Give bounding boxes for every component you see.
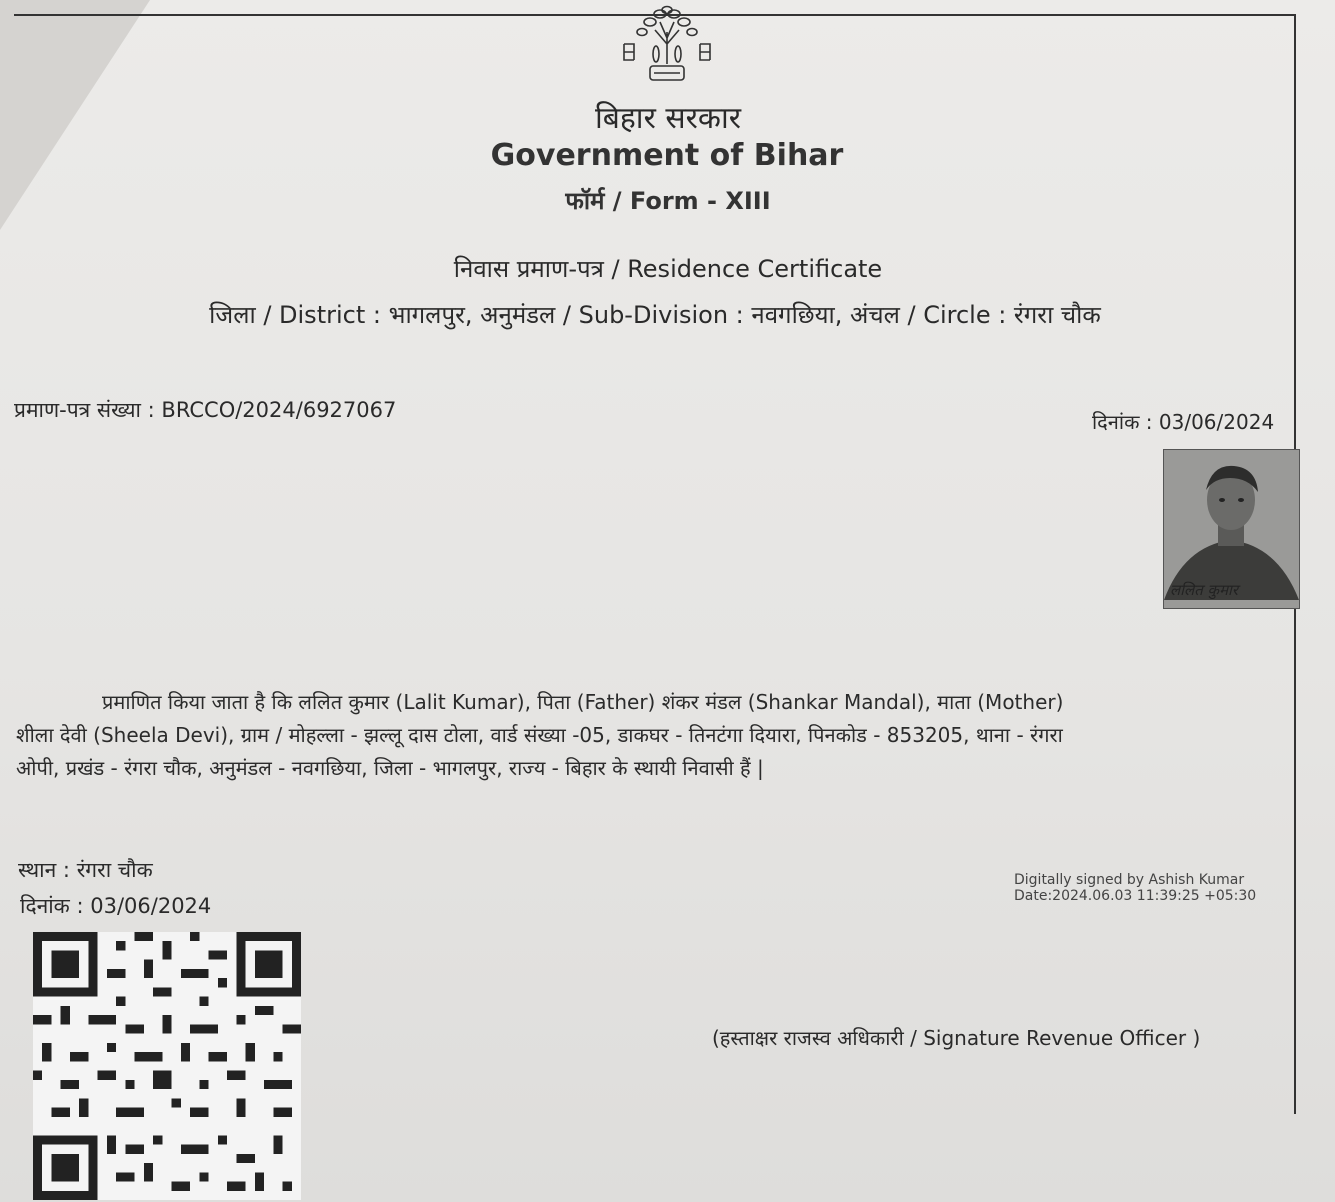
footer-date: दिनांक : 03/06/2024 — [20, 894, 212, 918]
government-title: Government of Bihar — [490, 138, 844, 173]
bihar-emblem-icon — [610, 4, 725, 86]
signature-label: (हस्ताक्षर राजस्व अधिकारी / Signature Revenue Officer ) — [712, 1026, 1201, 1050]
digital-signature-date: Date:2024.06.03 11:39:25 +05:30 — [1014, 888, 1257, 904]
form-number: फॉर्म / Form - XIII — [565, 187, 771, 215]
photo-signature: ललित कुमार — [1170, 581, 1239, 599]
certificate-title: निवास प्रमाण-पत्र / Residence Certificate — [453, 255, 883, 283]
government-hindi-title: बिहार सरकार — [594, 101, 742, 136]
place-label: स्थान : रंगरा चौक — [18, 858, 153, 882]
body-line-3: ओपी, प्रखंड - रंगरा चौक, अनुमंडल - नवगछिया, जिला - भागलपुर, राज्य - बिहार के स्थायी निवासी हैं | — [16, 756, 764, 780]
applicant-photo — [1163, 449, 1300, 609]
certificate-number: प्रमाण-पत्र संख्या : BRCCO/2024/6927067 — [14, 398, 397, 422]
location-line: जिला / District : भागलपुर, अनुमंडल / Sub-Division : नवगछिया, अंचल / Circle : रंगरा चौक — [209, 301, 1101, 329]
body-line-2: शीला देवी (Sheela Devi), ग्राम / मोहल्ला - झल्लू दास टोला, वार्ड संख्या -05, डाकघर - तिनटंगा दियारा, पिनकोड - 853205, थाना - रंगरा — [16, 723, 1063, 747]
body-line-1: प्रमाणित किया जाता है कि ललित कुमार (Lalit Kumar), पिता (Father) शंकर मंडल (Shankar Mandal), माता (Mother) — [102, 690, 1064, 714]
qr-code-icon[interactable] — [33, 932, 301, 1200]
certificate-body — [16, 686, 1316, 785]
digital-signature-name: Digitally signed by Ashish Kumar — [1014, 872, 1245, 888]
issue-date: दिनांक : 03/06/2024 — [1092, 410, 1275, 434]
